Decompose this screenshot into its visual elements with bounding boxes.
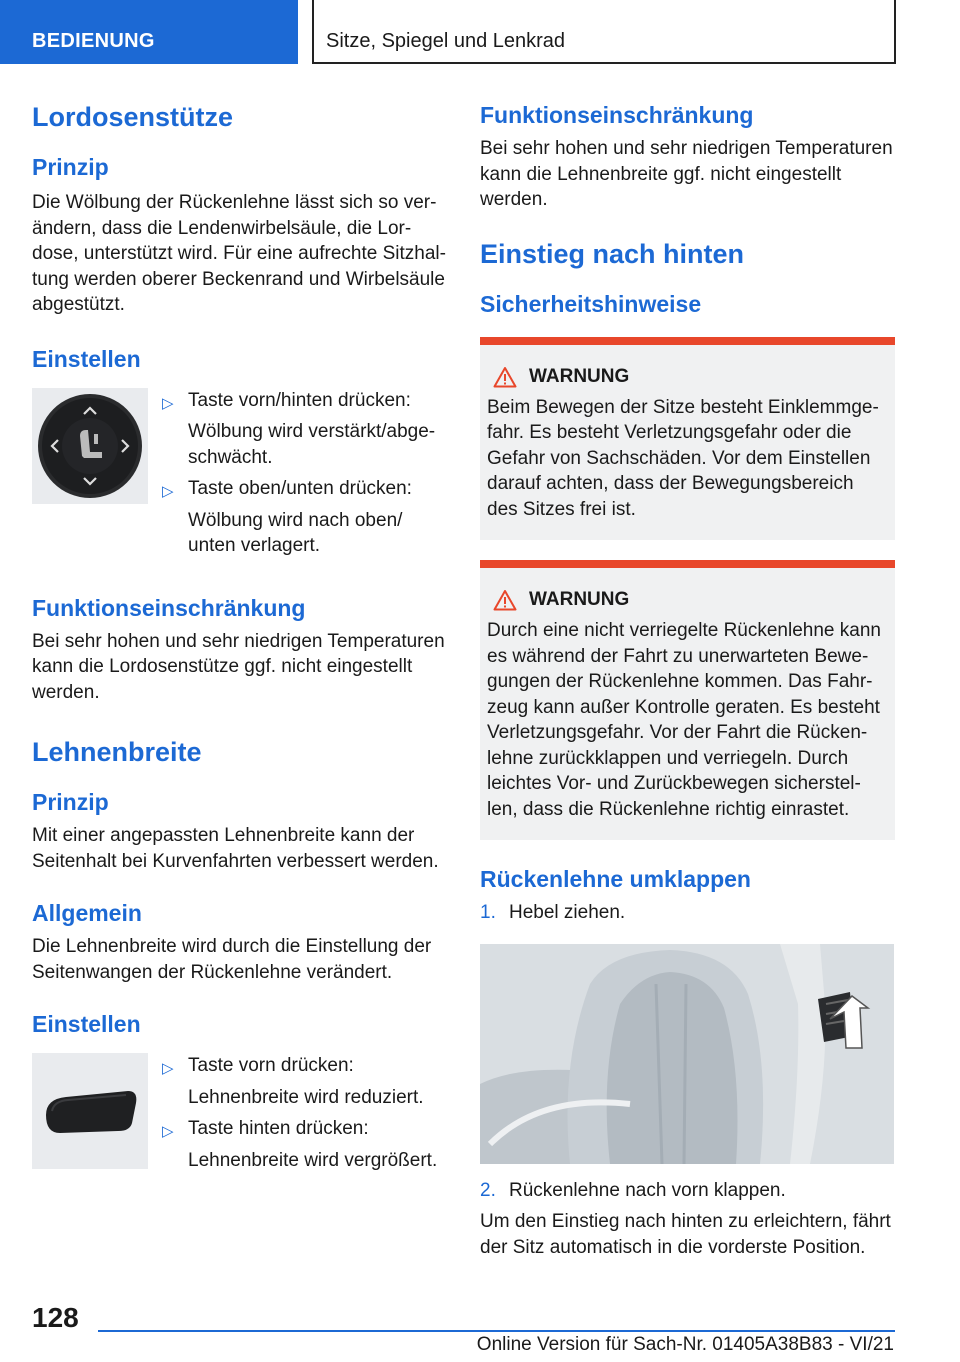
heading-funktion-lehnen: Funktionseinschränkung	[480, 102, 754, 128]
list-item-result: Lehnenbreite wird vergrößert.	[188, 1149, 438, 1171]
left-column	[32, 100, 450, 1173]
list-item-result: Lehnenbreite wird reduziert.	[188, 1086, 424, 1108]
lehnen-bullet-list	[162, 1053, 450, 1173]
heading-einstieg: Einstieg nach hinten	[480, 238, 745, 269]
width-switch-icon	[32, 1053, 148, 1169]
warning-text: Beim Bewegen der Sitze besteht Einklemmgefahr. Es besteht Verletzungsgefahr oder die Gefahr von Sachschäden. Vor dem Einstellen darauf achten, dass der Bewegungsbereich des Sitzes frei ist.	[487, 396, 879, 520]
warning-text: Durch eine nicht verriegelte Rückenlehne kann es während der Fahrt zu unerwarteten Bewegungen der Rückenlehne kommen. Das Fahrzeug kann außer Kontrolle geraten. Es besteht Verletzungsgefahr. Vor der Fahrt die Rückenlehne zurückklappen und verriegeln. Durch leichtes Vor- und Zurückbewegen sicherstellen, dass die Rückenlehne richtig einrastet.	[487, 620, 881, 820]
lordose-knob-icon	[32, 388, 148, 504]
warning-label: WARNUNG	[529, 589, 630, 610]
list-item: ▷ Taste oben/unten drücken:	[162, 476, 450, 502]
triangle-right-icon: ▷	[162, 394, 174, 412]
heading-sicherheit: Sicherheitshinweise	[480, 290, 702, 317]
triangle-right-icon: ▷	[162, 1060, 174, 1077]
text-prinzip-lordose: Die Wölbung der Rückenlehne lässt sich so verändern, dass die Lendenwirbelsäule, die Lordose, unterstützt wird. Für eine aufrechte Sitzhaltung werden oberer Beckenrand und Wirbelsäule abgestützt.	[32, 192, 446, 315]
heading-umklappen: Rückenlehne umklappen	[480, 866, 751, 892]
list-item	[480, 1178, 895, 1204]
warning-header	[487, 365, 885, 389]
warning-header	[487, 588, 885, 612]
triangle-right-icon: ▷	[162, 483, 174, 500]
lehnen-button-image	[32, 1053, 148, 1169]
list-item: ▷ Taste vorn drücken:	[162, 1053, 450, 1079]
chapter-label: Sitze, Spiegel und Lenkrad	[326, 30, 566, 52]
step-number: 2.	[480, 1179, 496, 1201]
warning-label: WARNUNG	[529, 365, 630, 387]
heading-prinzip-lehnen: Prinzip	[32, 789, 109, 815]
text-funktion-lehnen: Bei sehr hohen und sehr niedrigen Temperaturen kann die Lehnenbreite ggf. nicht eingestellt werden.	[480, 138, 893, 210]
text-prinzip-lehnen: Mit einer angepassten Lehnenbreite kann der Seitenhalt bei Kurvenfahrten verbessert werden.	[32, 825, 439, 872]
footer-divider	[98, 1330, 895, 1332]
heading-prinzip-lordose: Prinzip	[32, 154, 109, 180]
warning-box	[480, 560, 895, 840]
page-number: 128	[32, 1302, 79, 1333]
heading-allgemein: Allgemein	[32, 900, 142, 926]
lordose-controls	[32, 388, 450, 559]
list-item: ▷ Taste vorn/hinten drücken:	[162, 388, 450, 414]
section-tab	[0, 0, 298, 64]
list-item-result: Wölbung wird nach oben/ unten verlagert.	[188, 509, 403, 556]
warning-triangle-icon	[493, 366, 517, 388]
step-number: 1.	[480, 902, 496, 923]
warning-box	[480, 337, 895, 541]
heading-einstellen-lehnen: Einstellen	[32, 1011, 141, 1037]
triangle-right-icon: ▷	[162, 1123, 174, 1140]
lehnen-controls	[32, 1053, 450, 1173]
seat-photo	[480, 944, 894, 1164]
lordose-button-image	[32, 388, 148, 504]
right-column	[480, 100, 895, 1260]
text-allgemein: Die Lehnenbreite wird durch die Einstellung der Seitenwangen der Rückenlehne verändert.	[32, 936, 432, 983]
step-text: Hebel ziehen.	[509, 902, 626, 923]
footer-text: Online Version für Sach-Nr. 01405A38B83 - VI/21	[476, 1334, 894, 1355]
lordose-bullet-list	[162, 388, 450, 559]
heading-funktion-lordose: Funktionseinschränkung	[32, 594, 306, 621]
list-item: ▷ Taste hinten drücken:	[162, 1116, 450, 1142]
text-closing: Um den Einstieg nach hinten zu erleichtern, fährt der Sitz automatisch in die vorderste Position.	[480, 1211, 891, 1258]
text-funktion-lordose: Bei sehr hohen und sehr niedrigen Temperaturen kann die Lordosenstütze ggf. nicht eingestellt werden.	[32, 630, 445, 703]
heading-lehnenbreite: Lehnenbreite	[32, 737, 202, 767]
list-item-result: Wölbung wird verstärkt/abgeschwächt.	[188, 421, 436, 468]
list-item	[480, 900, 895, 926]
heading-einstellen-lordose: Einstellen	[32, 345, 141, 372]
seat-lever-image	[480, 944, 894, 1164]
section-label: BEDIENUNG	[32, 30, 155, 52]
warning-triangle-icon	[493, 589, 517, 611]
chapter-header	[312, 0, 896, 64]
heading-lordose: Lordosenstütze	[32, 102, 234, 132]
step-text: Rückenlehne nach vorn klappen.	[509, 1179, 786, 1201]
